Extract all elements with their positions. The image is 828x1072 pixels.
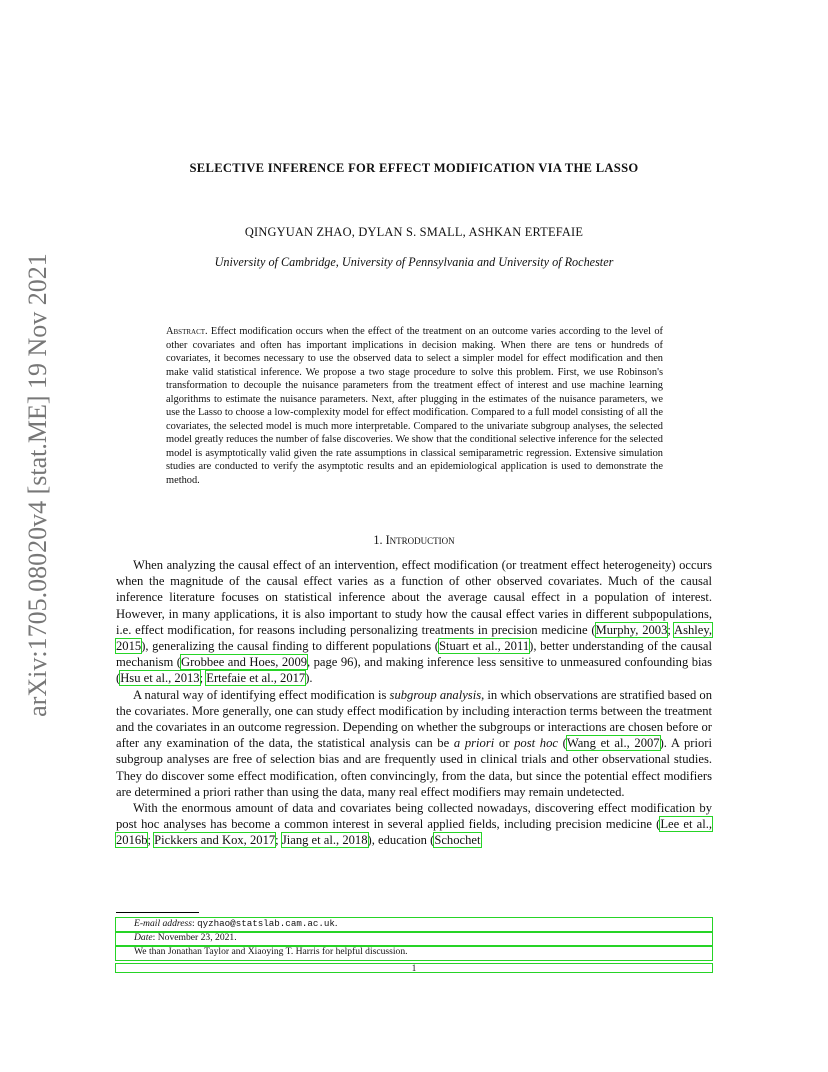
citation-link[interactable]: Schochet (434, 833, 481, 848)
footnote-date[interactable]: Date: November 23, 2021. (116, 932, 712, 946)
footnote-rule (116, 912, 199, 913)
affiliations: University of Cambridge, University of Pennsylvania and University of Rochester (214, 255, 614, 269)
citation-link[interactable]: Murphy, 2003 (595, 622, 668, 637)
paragraph-2: A natural way of identifying effect modification is subgroup analysis, in which observations are stratified based on the covariates. More generally, one can study effect modification by including interaction terms between the treatment and the covariates in an outcome regression. Depending on whether the subgroups or interactions are chosen before or after any examination of the data, the statistical analysis can be a priori or post hoc (Wang et al., 2007). A priori subgroup analyses are free of selection bias and are frequently used in clinical trials and other observational studies. They do discover some effect modification, often convincingly, from the data, but since the potential effect modifiers are determined a priori rather than using the data, many real effect modifiers may remain undetected. (116, 687, 712, 799)
abstract-text: Effect modification occurs when the effect of the treatment on an outcome varies according to the level of other covariates and often has important implications in decision making. When there are tens or hundreds of covariates, it becomes necessary to use the observed data to select a simpler model for effect modification and then make valid statistical inference. We propose a two stage procedure to solve this problem. First, we use Robinson's transformation to decouple the nuisance parameters from the treatment effect of interest and use machine learning algorithms to estimate the nuisance parameters. Next, after plugging in the estimates of the nuisance parameters, we use the Lasso to choose a low-complexity model for effect modification. Compared to a full model consisting of all the covariates, the selected model is much more interpretable. Compared to the univariate subgroup analyses, the selected model greatly reduces the number of false discoveries. We show that the conditional selective inference for the selected model is asymptotically valid given the rate assumptions in classical semiparametric regression. Extensive simulation studies are conducted to verify the asymptotic results and an epidemiological application is used to demonstrate the method. (166, 326, 663, 486)
author-list: QINGYUAN ZHAO, DYLAN S. SMALL, ASHKAN ERTEFAIE (244, 225, 584, 239)
abstract-label: Abstract. (166, 326, 208, 337)
citation-link[interactable]: Ashley, 2015 (116, 622, 713, 654)
arxiv-identifier: arXiv:1705.08020v4 [stat.ME] 19 Nov 2021 (23, 253, 52, 717)
citation-link[interactable]: Pickkers and Kox, 2017 (154, 833, 276, 848)
abstract (166, 325, 663, 487)
citation-link[interactable]: Hsu et al., 2013 (120, 671, 200, 686)
citation-link[interactable]: Jiang et al., 2018 (281, 833, 368, 848)
citation-link[interactable]: Ertefaie et al., 2017 (206, 671, 306, 686)
citation-link[interactable]: Wang et al., 2007 (566, 736, 660, 751)
paragraph-3: With the enormous amount of data and covariates being collected nowadays, discovering effect modification by post hoc analyses has become a common interest in several applied fields, including precision medicine (Lee et al., 2016b; Pickkers and Kox, 2017; Jiang et al., 2018), education (Schochet (116, 801, 712, 848)
page-number[interactable]: 1 (116, 964, 712, 972)
body-text (116, 557, 712, 849)
citation-link[interactable]: Stuart et al., 2011 (438, 639, 530, 654)
paper-title: SELECTIVE INFERENCE FOR EFFECT MODIFICATION VIA THE LASSO (189, 161, 639, 175)
section-heading: 1. Introduction (373, 533, 455, 547)
citation-link[interactable]: Lee et al., 2016b (116, 817, 712, 848)
paragraph-1: When analyzing the causal effect of an intervention, effect modification (or treatment effect heterogeneity) occurs when the magnitude of the causal effect varies as a function of other observed covariates. Much of the causal inference literature focuses on statistical inference about the average causal effect in a population of interest. However, in many applications, it is also important to study how the causal effect varies in different subpopulations, i.e. effect modification, for reasons including personalizing treatments in precision medicine (Murphy, 2003; Ashley, 2015), generalizing the causal finding to different populations (Stuart et al., 2011), better understanding of the causal mechanism (Grobbee and Hoes, 2009, page 96), and making inference less sensitive to unmeasured confounding bias (Hsu et al., 2013; Ertefaie et al., 2017). (116, 558, 713, 686)
citation-link[interactable]: Grobbee and Hoes, 2009 (180, 655, 308, 670)
footnote-email[interactable]: E-mail address: qyzhao@statslab.cam.ac.uk. (116, 918, 712, 932)
footnote-thanks[interactable]: We than Jonathan Taylor and Xiaoying T. Harris for helpful discussion. (116, 946, 712, 960)
